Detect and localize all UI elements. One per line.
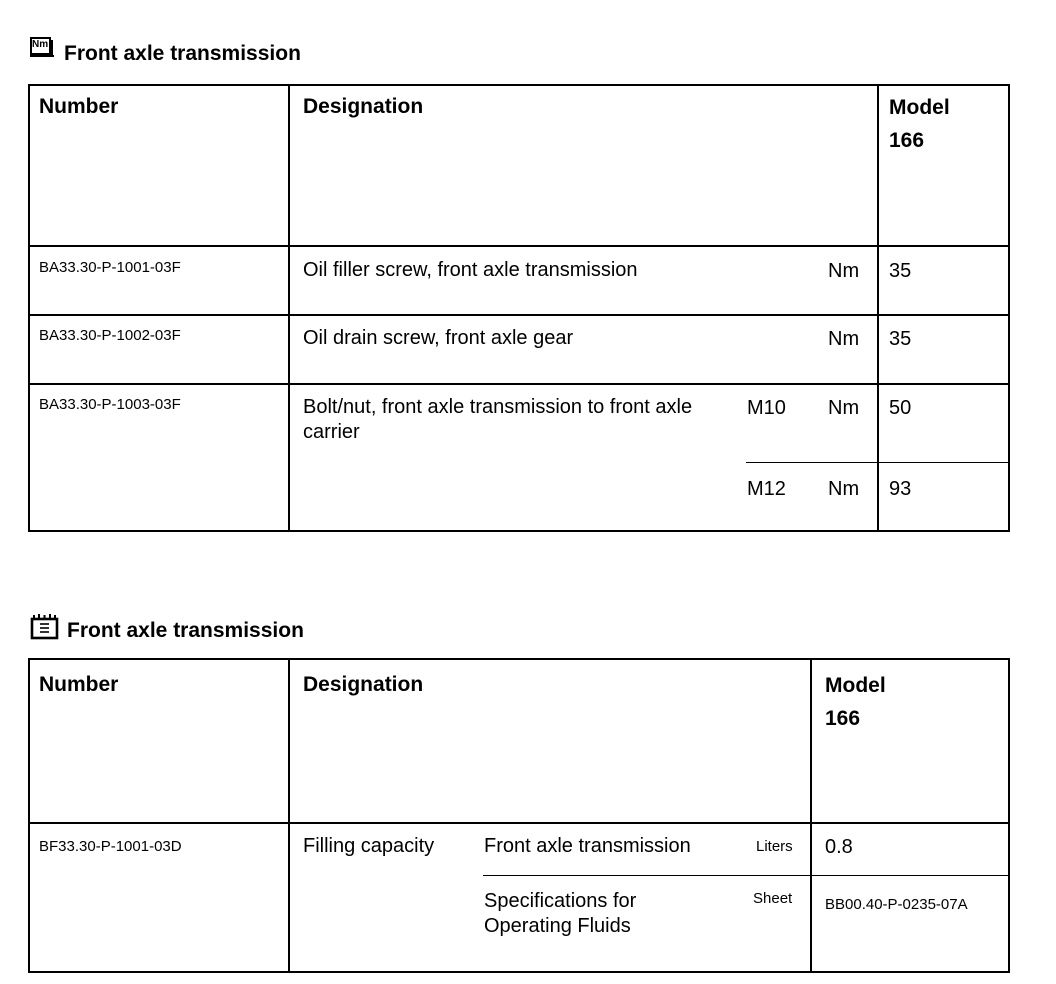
- row-value: 35: [889, 328, 912, 350]
- nm-torque-icon: [30, 37, 54, 59]
- item-sheet-link[interactable]: BB00.40-P-0235-07A: [825, 896, 968, 913]
- item-value: 0.8: [825, 836, 853, 858]
- item-label: Specifications for Operating Fluids: [484, 890, 637, 937]
- header-model: [825, 669, 886, 735]
- row-number[interactable]: BF33.30-P-1001-03D: [39, 838, 182, 855]
- row-number[interactable]: BA33.30-P-1002-03F: [39, 327, 181, 344]
- variant-value: 93: [889, 478, 912, 500]
- section-title: Front axle transmission: [64, 42, 301, 65]
- row-designation: Oil filler screw, front axle transmission: [303, 259, 638, 281]
- header-model-number: 166: [825, 707, 861, 730]
- nm-icon-text: Nm: [32, 39, 49, 50]
- row-number[interactable]: BA33.30-P-1003-03F: [39, 396, 181, 413]
- variant-value: 50: [889, 397, 912, 419]
- header-model-number: 166: [889, 129, 925, 152]
- variant-unit: Nm: [828, 397, 860, 419]
- item-unit: Sheet: [753, 890, 793, 907]
- row-designation: Oil drain screw, front axle gear: [303, 327, 574, 349]
- header-model-label: Model: [825, 674, 886, 697]
- header-model: [889, 91, 950, 157]
- header-model-label: Model: [889, 96, 950, 119]
- variant-unit: Nm: [828, 478, 860, 500]
- row-designation: Bolt/nut, front axle transmission to front axle carrier: [303, 396, 693, 443]
- header-designation: Designation: [303, 95, 424, 118]
- row-number[interactable]: BA33.30-P-1001-03F: [39, 259, 181, 276]
- item-label: Front axle transmission: [484, 835, 691, 857]
- section-title: Front axle transmission: [67, 619, 304, 642]
- capacity-section: [0, 600, 1056, 984]
- item-unit: Liters: [756, 838, 793, 855]
- header-number: Number: [39, 673, 119, 696]
- variant-size: M10: [747, 397, 786, 419]
- row-value: 35: [889, 260, 912, 282]
- header-designation: Designation: [303, 673, 424, 696]
- variant-size: M12: [747, 478, 786, 500]
- row-unit: Nm: [828, 328, 860, 350]
- fluid-container-icon: [30, 613, 60, 641]
- row-designation: Filling capacity: [303, 835, 435, 857]
- row-unit: Nm: [828, 260, 860, 282]
- header-number: Number: [39, 95, 119, 118]
